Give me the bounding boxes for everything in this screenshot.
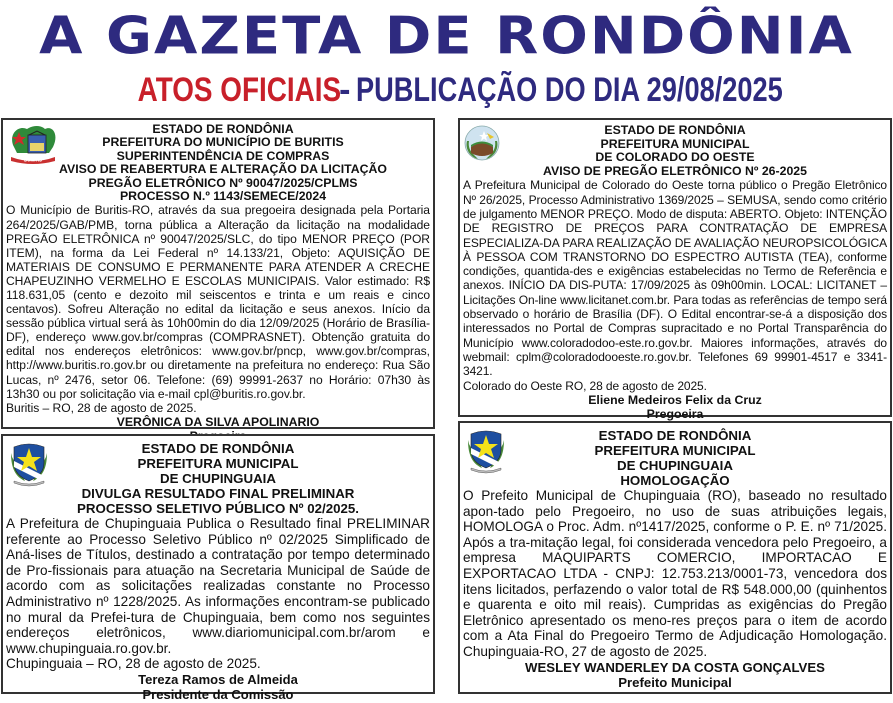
notice-body bbox=[460, 178, 890, 392]
header-line: DIVULGA RESULTADO FINAL PRELIMINAR bbox=[81, 486, 355, 501]
header-line: ESTADO DE RONDÔNIA bbox=[604, 123, 746, 137]
notice-body bbox=[3, 516, 433, 672]
header-line: DE CHUPINGUAIA bbox=[617, 458, 733, 473]
signature-block bbox=[460, 660, 890, 691]
separator: - bbox=[339, 71, 351, 109]
body-paragraph: O Prefeito Municipal de Chupinguaia (RO), baseado no resultado apon-tado pelo Pregoeiro, no uso de suas atribuições legais, HOMOLOGA o Proc. Adm. nº1417/2025, conforme o P. E. nº 71/2025. Após a tra-mitação legal, foi considerada vencedora pelo Pregoeiro, a empresa MAQUIPARTS COMERCIO, IMPORTACAO E EXPORTACAO LTDA - CNPJ: 12.753.213/0001-73, vencedora dos itens licitados, perfazendo o valor total de R$ 548.000,00 (quinhentos e quarenta e oito mil reais). Cumpridas as exigências do Pregão Eletrônico apresentado os meno-res preços para o item de acordo com a Ata Final do Pregoeiro Termo de Adjudicação Homologação. Chupinguaia-RO, 27 de agosto de 2025. bbox=[463, 488, 887, 659]
header-line: SUPERINTENDÊNCIA DE COMPRAS bbox=[116, 148, 330, 163]
header-line: PREGÃO ELETRÔNICO Nº 90047/2025/CPLMS bbox=[88, 175, 358, 190]
header-line: HOMOLOGAÇÃO bbox=[620, 473, 730, 488]
header-line: PREFEITURA MUNICIPAL bbox=[137, 456, 299, 471]
signatory-role: Pregoeira bbox=[646, 406, 704, 421]
signatory-name: VERÔNICA DA SILVA APOLINARIO bbox=[116, 414, 320, 429]
notice-buritis bbox=[1, 118, 435, 429]
body-paragraph: O Município de Buritis-RO, através da sua pregoeira designada pela Portaria 264/2025/GAB/PMB, torna pública a Alteração da licitação na modalidade PREGÃO ELETRÔNICA nº 90047/2025/SLC, do tipo MENOR PREÇO (POR ITEM), na forma da Lei Federal nº 14.133/21, Objeto: AQUISIÇÃO DE MATERIAIS DE CONSUMO E PERMANENTE PARA ATENDER A CRECHE CHAPEUZINHO VERMELHO E ESCOLAS MUNICIPAIS. Valor estimado: R$ 118.631,05 (cento e dezoito mil seiscentos e trinta e um reais e cinco centavos). Sofreu Alteração no edital da licitação e seus anexos. Início da sessão pública virtual será às 10h00min do dia 12/09/2025 (Horário de Brasília-DF), endereço www.gov.br/compras (COMPRASNET). Obtenção gratuita do edital nos endereços eletrônicos: www.gov.br/pncp, www.gov.br/compras, http://www.buritis.ro.gov.br ou diretamente na prefeitura no endereço: Rua São Lucas, nº 2476, setor 06. Telefone: (69) 99991-2637 no Horário: 07h30 às 13h30 ou por solicitação via e-mail cpl@buritis.ro.gov.br. bbox=[6, 203, 430, 401]
signatory-name: WESLEY WANDERLEY DA COSTA GONÇALVES bbox=[525, 659, 825, 675]
chupinguaia-coat-of-arms-icon bbox=[465, 428, 507, 474]
section-label: ATOS OFICIAIS bbox=[137, 71, 342, 109]
header-line: ESTADO DE RONDÔNIA bbox=[141, 441, 295, 456]
buritis-coat-of-arms-icon bbox=[7, 123, 59, 165]
notice-chupinguaia-homologacao bbox=[458, 421, 892, 694]
header-line: AVISO DE PREGÃO ELETRÔNICO Nº 26-2025 bbox=[543, 163, 807, 178]
svg-text:BURITIS: BURITIS bbox=[24, 157, 42, 163]
signatory-role: Prefeito Municipal bbox=[618, 675, 732, 691]
publication-date: PUBLICAÇÃO DO DIA 29/08/2025 bbox=[356, 71, 784, 109]
header-line: PROCESSO SELETIVO PÚBLICO Nº 02/2025. bbox=[77, 501, 359, 516]
signatory-name: Tereza Ramos de Almeida bbox=[138, 671, 298, 687]
signature-block bbox=[3, 672, 433, 703]
notice-body bbox=[460, 488, 890, 660]
signatory-role: Presidente da Comissão bbox=[142, 687, 294, 703]
header-line: DE CHUPINGUAIA bbox=[160, 471, 276, 486]
chupinguaia-coat-of-arms-icon bbox=[8, 441, 50, 487]
publication-line bbox=[0, 70, 893, 110]
body-paragraph: A Prefeitura Municipal de Colorado do Oeste torna público o Pregão Eletrônico Nº 26/2025, Processo Administrativo 1369/2025 – SEMUSA, sendo como critério de julgamento MENOR PREÇO. Modo de disputa: ABERTO. Objeto: INTENÇÃO DE REGISTRO DE PREÇOS PARA CONTRATAÇÃO DE EMPRESA ESPECIALIZA-DA PARA REALIZAÇÃO DE AVALIAÇÃO NEUROPSICOLÓGICA À PESSOA COM TRANSTORNO DO ESPECTRO AUTISTA (TEA), conforme condições, quantida-des e exigências estabelecidas no Termo de Referência e anexos. INÍCIO DA DIS-PUTA: 17/09/2025 às 09h00min. LOCAL: LICITANET – Licitações On-line www.licitanet.com.br. Para todas as referências de tempo será observado o horário de Brasília (DF). O Edital encontrar-se-á a disposição dos interessados no Portal de Compras supracitado e no Portal Transparência do Município www.coloradodoo-este.ro.gov.br. Maiores informações, através do webmail: cplm@coloradodooeste.ro.gov.br. Telefones 69 99901-4517 e 3341-3421. bbox=[463, 178, 887, 379]
header-line: ESTADO DE RONDÔNIA bbox=[598, 428, 752, 443]
header-line: PREFEITURA MUNICIPAL bbox=[594, 443, 756, 458]
body-paragraph: A Prefeitura de Chupinguaia Publica o Resultado final PRELIMINAR referente ao Processo Seletivo Público nº 02/2025 Simplificado de Aná-lises de Títulos, destinado a contratação por tempo determinado de Pro-fissionais para atuação na Secretaria Municipal de Saúde de acordo com as solicitações realizadas constante no Processo Administrativo nº 1228/2025. As informações encontram-se publicado no mural da Prefei-tura de Chupinguaia, bem como nos seguintes endereços eletrônicos, www.diariomunicipal.com.br/arom e www.chupinguaia.ro.gov.br. bbox=[6, 516, 430, 656]
notice-colorado-do-oeste bbox=[458, 118, 892, 421]
notice-header bbox=[3, 436, 433, 516]
header-line: PROCESSO N.º 1143/SEMECE/2024 bbox=[119, 189, 327, 204]
header-line: PREFEITURA DO MUNICÍPIO DE BURITIS bbox=[102, 135, 344, 150]
notice-header bbox=[3, 120, 433, 203]
place-date: Chupinguaia – RO, 28 de agosto de 2025. bbox=[6, 656, 261, 672]
header-line: AVISO DE REABERTURA E ALTERAÇÃO DA LICITAÇÃO bbox=[59, 162, 387, 177]
header-line: DE COLORADO DO OESTE bbox=[595, 150, 755, 165]
notice-body bbox=[3, 203, 433, 414]
signature-block bbox=[460, 393, 890, 421]
notice-header bbox=[460, 423, 890, 488]
place-date: Buritis – RO, 28 de agosto de 2025. bbox=[6, 400, 197, 415]
place-date: Colorado do Oeste RO, 28 de agosto de 2025. bbox=[463, 378, 707, 393]
colorado-do-oeste-coat-of-arms-icon bbox=[464, 125, 500, 161]
notice-header bbox=[460, 120, 890, 178]
header-line: ESTADO DE RONDÔNIA bbox=[152, 122, 294, 136]
signatory-name: Eliene Medeiros Felix da Cruz bbox=[588, 392, 762, 407]
header-line: PREFEITURA MUNICIPAL bbox=[600, 136, 750, 151]
masthead bbox=[0, 0, 893, 115]
newspaper-title: A GAZETA DE RONDÔNIA bbox=[39, 6, 854, 67]
notice-chupinguaia-resultado bbox=[1, 434, 435, 703]
